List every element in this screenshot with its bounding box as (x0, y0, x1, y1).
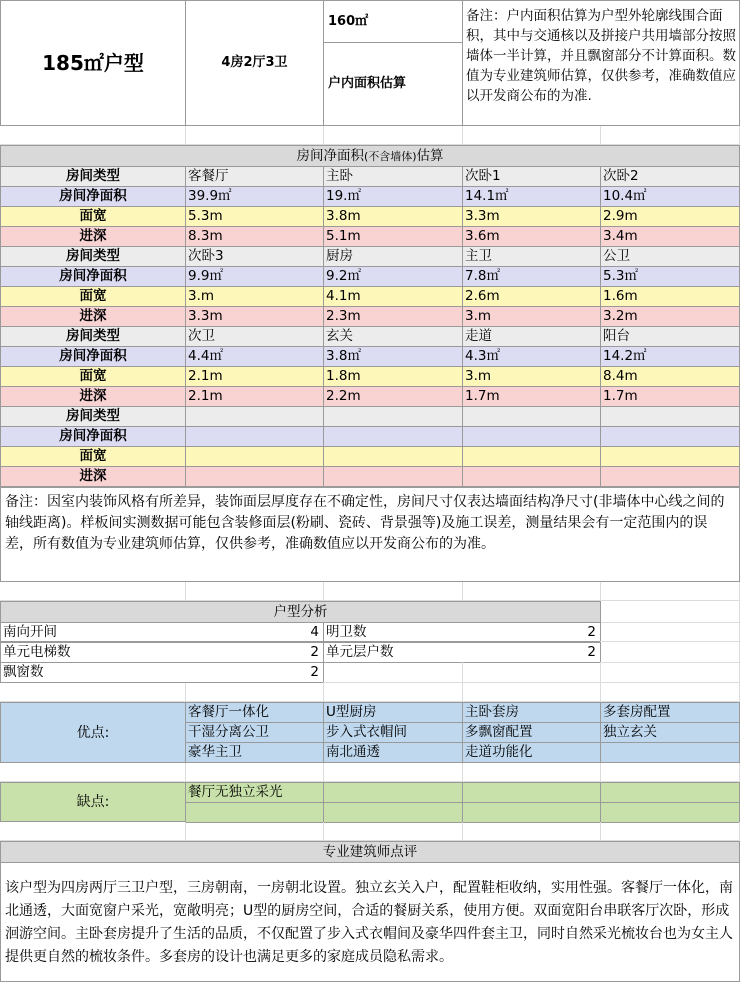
room-type-value-text: 主卧 (326, 168, 353, 184)
layout-cell (185, 0, 324, 126)
room-area-value (323, 186, 463, 207)
room-type-value (323, 166, 463, 187)
room-type-value-text: 客餐厅 (188, 168, 229, 184)
room-type-label (0, 166, 186, 187)
pro-item-text: 南北通透 (326, 744, 380, 760)
room-depth-value (323, 306, 463, 327)
review-text-cell (0, 862, 740, 982)
rooms-title-main: 房间净面积 (296, 148, 364, 164)
room-type-label-text: 房间类型 (66, 328, 120, 344)
pro-item-text: 多套房配置 (603, 704, 671, 720)
room-area-value-text: 7.8㎡ (465, 268, 500, 284)
room-type-value-text: 次卧3 (188, 248, 224, 264)
con-item (185, 782, 324, 803)
room-type-value-text: 玄关 (326, 328, 353, 344)
rooms-title-small: (不含墙体) (363, 150, 417, 163)
room-type-value (462, 166, 601, 187)
room-width-label-text: 面宽 (79, 288, 107, 304)
pro-item (185, 742, 324, 763)
room-width-value-text: 3.8m (326, 208, 361, 224)
con-item (323, 782, 463, 803)
room-type-value (323, 246, 463, 267)
room-type-value-text: 次卧1 (465, 168, 501, 184)
review-title-text: 专业建筑师点评 (322, 844, 418, 860)
room-width-value-text: 1.8m (326, 368, 361, 384)
room-area-value-text: 14.2㎡ (603, 348, 647, 364)
analysis-label: 单元电梯数 (3, 644, 71, 660)
room-depth-label (0, 306, 186, 327)
con-item (462, 782, 601, 803)
room-type-value-text: 公卫 (603, 248, 630, 264)
room-width-value-text: 3.m (188, 288, 215, 304)
pro-item (600, 702, 740, 723)
room-width-value (185, 446, 324, 467)
pro-item-text: 独立玄关 (603, 724, 657, 740)
analysis-row-bright-bath (323, 622, 601, 642)
room-type-value (323, 406, 463, 427)
room-depth-label (0, 386, 186, 407)
room-area-value (462, 346, 601, 367)
room-width-label (0, 206, 186, 227)
room-width-label-text: 面宽 (79, 368, 107, 384)
room-width-label (0, 446, 186, 467)
room-area-label (0, 266, 186, 287)
room-area-value (600, 186, 740, 207)
room-depth-value-text: 1.7m (603, 388, 638, 404)
room-depth-label-text: 进深 (79, 468, 107, 484)
room-depth-value-text: 3.m (465, 308, 492, 324)
analysis-title (0, 601, 601, 623)
room-area-value-text: 39.9㎡ (188, 188, 232, 204)
room-area-value (185, 266, 324, 287)
room-type-value (462, 406, 601, 427)
analysis-value: 4 (310, 624, 319, 640)
pro-item-text: 步入式衣帽间 (326, 724, 407, 740)
rooms-title (0, 145, 740, 167)
room-depth-value (185, 306, 324, 327)
room-type-value (323, 326, 463, 347)
rooms-title-suffix: 估算 (416, 148, 444, 164)
review-text: 该户型为四房两厅三卫户型，三房朝南，一房朝北设置。独立玄关入户，配置鞋柜收纳，实用性强。客餐厅一体化，南北通透，大面宽窗户采光，宽敞明亮；U型的厨房空间，合适的餐厨关系，使用方便。双面宽阳台串联客厅次卧，形成洄游空间。主卧套房提升了生活的品质，不仅配置了步入式衣帽间及豪华四件套主卫，同时自然采光梳妆台也为女主人提供更自然的梳妆条件。多套房的设计也满足更多的家庭成员隐私需求。 (5, 880, 733, 965)
pro-item-text: 多飘窗配置 (465, 724, 533, 740)
room-depth-value (185, 386, 324, 407)
room-depth-label-text: 进深 (79, 388, 107, 404)
area-value: 160㎡ (328, 13, 369, 29)
pros-label: 优点: (76, 724, 110, 741)
analysis-value: 2 (587, 624, 596, 640)
room-depth-value (600, 306, 740, 327)
room-area-value (185, 346, 324, 367)
room-type-value (185, 246, 324, 267)
analysis-value: 2 (587, 644, 596, 660)
analysis-row-south-bays (0, 622, 324, 642)
room-type-value (600, 246, 740, 267)
rooms-note: 备注：因室内装饰风格有所差异，装饰面层厚度存在不确定性，房间尺寸仅表达墙面结构净尺寸(非墙体中心线之间的轴线距离)。样板间实测数据可能包含装修面层(粉刷、瓷砖、背景强等)及施工误差，测量结果会有一定范围内的误差，所有数值为专业建筑师估算，仅供参考，准确数值应以开发商公布的为准。 (5, 494, 725, 552)
area-label-cell (323, 42, 463, 126)
unit-type: 185㎡户型 (42, 51, 144, 75)
analysis-row-units-per-floor (323, 642, 601, 663)
room-depth-value-text: 3.3m (188, 308, 223, 324)
room-type-value (600, 406, 740, 427)
area-note: 备注：户内面积估算为户型外轮廓线围合面积，其中与交通核以及拼接户共用墙部分按照墙体一半计算，并且飘窗部分不计算面积。数值为专业建筑师估算，仅供参考，准确数值应以开发商公布的为准. (466, 8, 736, 104)
room-width-value (323, 286, 463, 307)
room-area-value (323, 266, 463, 287)
con-item (600, 782, 740, 803)
room-width-label-text: 面宽 (79, 448, 107, 464)
room-depth-value (462, 306, 601, 327)
room-width-value (462, 366, 601, 387)
cons-label-cell (0, 782, 186, 822)
room-depth-value (462, 466, 601, 487)
room-depth-value (185, 466, 324, 487)
room-width-value (600, 366, 740, 387)
room-width-value-text: 1.6m (603, 288, 638, 304)
room-depth-label-text: 进深 (79, 228, 107, 244)
room-depth-value (323, 386, 463, 407)
con-item (462, 802, 601, 823)
room-type-label-text: 房间类型 (66, 168, 120, 184)
room-area-value (185, 426, 324, 447)
room-width-value-text: 3.3m (465, 208, 500, 224)
room-area-value-text: 3.8㎡ (326, 348, 361, 364)
room-area-label (0, 426, 186, 447)
room-width-value (462, 446, 601, 467)
analysis-label: 南向开间 (3, 624, 57, 640)
room-depth-value (600, 386, 740, 407)
room-depth-label-text: 进深 (79, 308, 107, 324)
analysis-label: 单元层户数 (326, 644, 394, 660)
room-area-value (600, 266, 740, 287)
area-value-cell (323, 0, 463, 43)
rooms-note-cell (0, 487, 740, 582)
room-area-value-text: 4.3㎡ (465, 348, 500, 364)
room-type-label (0, 406, 186, 427)
room-width-value-text: 4.1m (326, 288, 361, 304)
analysis-row-elevators (0, 642, 324, 663)
room-width-value-text: 2.6m (465, 288, 500, 304)
room-width-value (600, 206, 740, 227)
room-depth-value-text: 8.3m (188, 228, 223, 244)
room-width-value (323, 206, 463, 227)
room-width-value (462, 206, 601, 227)
pro-item (185, 702, 324, 723)
room-width-value (323, 366, 463, 387)
room-width-value (462, 286, 601, 307)
room-width-value-text: 2.9m (603, 208, 638, 224)
area-label: 户内面积估算 (328, 76, 407, 91)
room-width-value (185, 206, 324, 227)
analysis-label: 飘窗数 (3, 664, 44, 680)
room-type-label-text: 房间类型 (66, 408, 120, 424)
room-type-value (462, 326, 601, 347)
room-width-value (185, 366, 324, 387)
room-depth-value-text: 3.6m (465, 228, 500, 244)
con-item-text: 餐厅无独立采光 (188, 784, 283, 800)
room-type-value-text: 厨房 (326, 248, 353, 264)
room-area-label-text: 房间净面积 (59, 348, 127, 364)
room-area-value-text: 19.㎡ (326, 188, 361, 204)
room-type-value-text: 阳台 (603, 328, 630, 344)
pro-item (185, 722, 324, 743)
pro-item-text: 主卧套房 (465, 704, 519, 720)
room-width-value (185, 286, 324, 307)
pro-item-text: 豪华主卫 (188, 744, 242, 760)
room-width-label (0, 366, 186, 387)
pro-item (462, 722, 601, 743)
room-type-value-text: 次卧2 (603, 168, 639, 184)
room-type-value-text: 次卫 (188, 328, 215, 344)
analysis-row-bay-windows (0, 662, 324, 683)
room-depth-value (323, 226, 463, 247)
room-area-value (185, 186, 324, 207)
room-area-value-text: 14.1㎡ (465, 188, 509, 204)
room-area-value-text: 10.4㎡ (603, 188, 647, 204)
room-area-value-text: 5.3㎡ (603, 268, 638, 284)
con-item (323, 802, 463, 823)
room-depth-value-text: 3.2m (603, 308, 638, 324)
room-depth-label (0, 226, 186, 247)
review-title (0, 841, 740, 863)
pro-item-text: U型厨房 (326, 704, 377, 720)
unit-type-cell (0, 0, 186, 126)
room-area-value-text: 9.9㎡ (188, 268, 223, 284)
room-depth-value (185, 226, 324, 247)
room-width-value-text: 5.3m (188, 208, 223, 224)
analysis-value: 2 (310, 644, 319, 660)
cons-label: 缺点: (76, 794, 110, 810)
pro-item (323, 702, 463, 723)
pro-item (600, 722, 740, 743)
room-width-value (323, 446, 463, 467)
pro-item (323, 722, 463, 743)
pro-item-text: 干湿分离公卫 (188, 724, 269, 740)
room-area-label (0, 346, 186, 367)
room-depth-value-text: 1.7m (465, 388, 500, 404)
room-type-value-text: 走道 (465, 328, 492, 344)
con-item (600, 802, 740, 823)
room-area-label-text: 房间净面积 (59, 268, 127, 284)
analysis-value: 2 (310, 664, 319, 680)
room-depth-value (600, 226, 740, 247)
room-depth-value (323, 466, 463, 487)
room-depth-value-text: 3.4m (603, 228, 638, 244)
room-area-value (462, 186, 601, 207)
room-depth-value (600, 466, 740, 487)
room-type-label (0, 246, 186, 267)
room-area-label-text: 房间净面积 (59, 428, 127, 444)
room-type-value (185, 406, 324, 427)
analysis-title-text: 户型分析 (273, 604, 328, 620)
room-width-label (0, 286, 186, 307)
room-width-value (600, 446, 740, 467)
room-depth-value-text: 2.1m (188, 388, 223, 404)
room-width-label-text: 面宽 (79, 208, 107, 224)
room-type-value (185, 326, 324, 347)
pros-label-cell (0, 702, 186, 763)
room-width-value-text: 3.m (465, 368, 492, 384)
room-width-value-text: 8.4m (603, 368, 638, 384)
room-area-value (600, 346, 740, 367)
con-item (185, 802, 324, 823)
layout-text: 4房2厅3卫 (221, 55, 288, 70)
room-area-value (600, 426, 740, 447)
room-type-value (600, 166, 740, 187)
pro-item (462, 742, 601, 763)
room-area-value (323, 426, 463, 447)
pro-item-text: 走道功能化 (465, 744, 533, 760)
pro-item (323, 742, 463, 763)
room-area-value (323, 346, 463, 367)
room-area-label-text: 房间净面积 (59, 188, 127, 204)
room-type-label (0, 326, 186, 347)
area-note-cell (462, 0, 740, 126)
pro-item (600, 742, 740, 763)
room-width-value (600, 286, 740, 307)
room-width-value-text: 2.1m (188, 368, 223, 384)
room-depth-label (0, 466, 186, 487)
room-area-value-text: 4.4㎡ (188, 348, 223, 364)
room-depth-value (462, 386, 601, 407)
room-area-label (0, 186, 186, 207)
room-area-value (462, 426, 601, 447)
room-type-value (462, 246, 601, 267)
room-depth-value-text: 2.3m (326, 308, 361, 324)
room-depth-value-text: 5.1m (326, 228, 361, 244)
room-type-label-text: 房间类型 (66, 248, 120, 264)
room-area-value (462, 266, 601, 287)
room-type-value-text: 主卫 (465, 248, 492, 264)
room-depth-value-text: 2.2m (326, 388, 361, 404)
room-area-value-text: 9.2㎡ (326, 268, 361, 284)
analysis-label: 明卫数 (326, 624, 367, 640)
room-type-value (185, 166, 324, 187)
pro-item (462, 702, 601, 723)
room-depth-value (462, 226, 601, 247)
room-type-value (600, 326, 740, 347)
pro-item-text: 客餐厅一体化 (188, 704, 269, 720)
